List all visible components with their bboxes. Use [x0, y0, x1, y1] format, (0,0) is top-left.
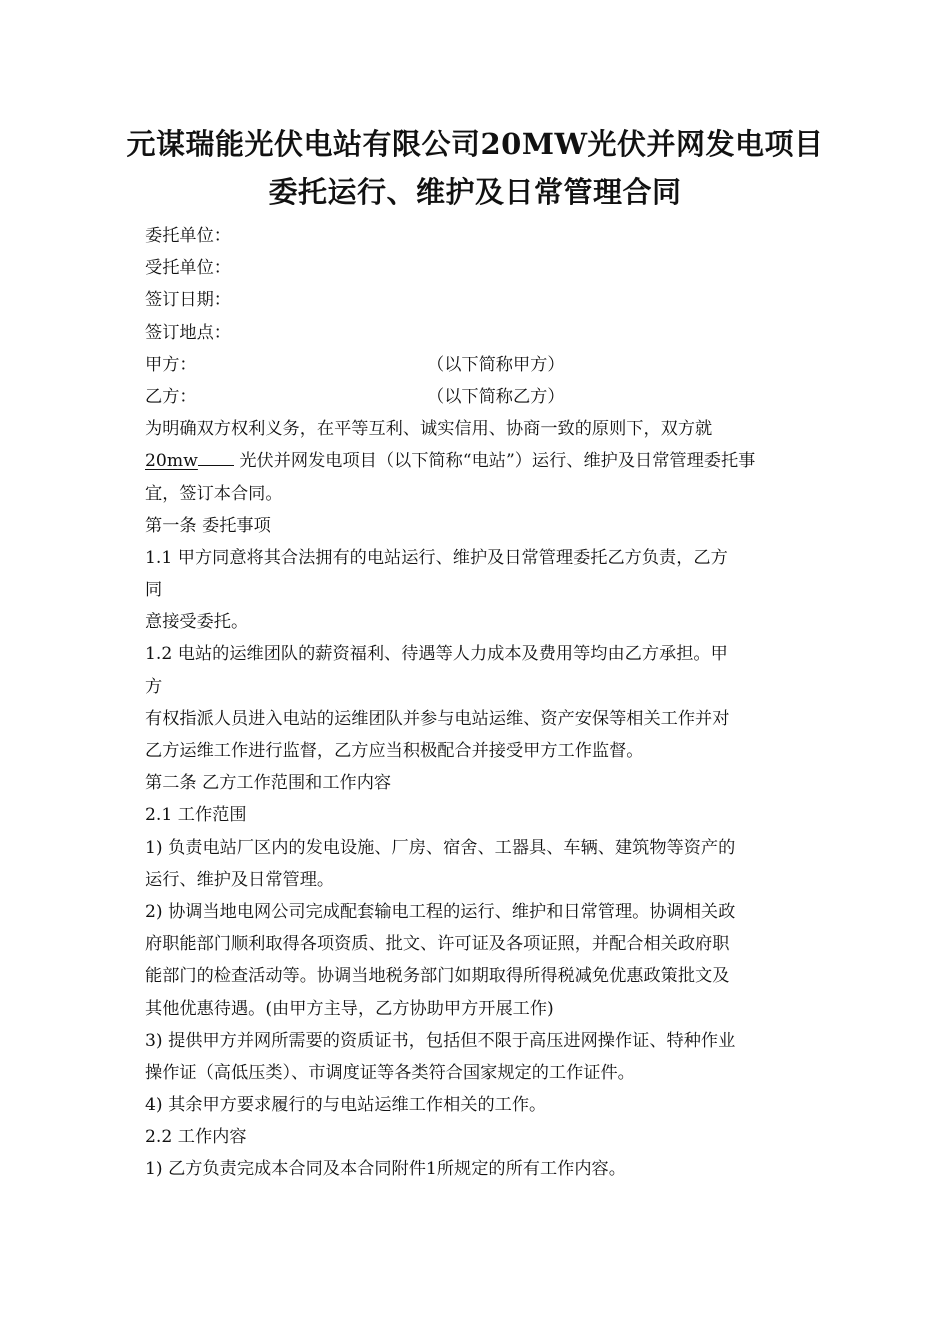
sign-place-field: 签订地点：	[145, 322, 231, 343]
scope-item-2-line-2: 府职能部门顺利取得各项资质、批文、许可证及各项证照，并配合相关政府职	[145, 934, 730, 955]
capacity-value: 20mw	[145, 451, 198, 472]
clause-1-2-line-3: 有权指派人员进入电站的运维团队并参与电站运维、资产安保等相关工作并对	[145, 708, 730, 729]
scope-item-2-line-3: 能部门的检查活动等。协调当地税务部门如期取得所得税减免优惠政策批文及	[145, 966, 730, 987]
section-2-2-heading: 2.2 工作内容	[145, 1127, 247, 1148]
scope-item-1-line-2: 运行、维护及日常管理。	[145, 869, 335, 890]
scope-item-4: 4) 其余甲方要求履行的与电站运维工作相关的工作。	[145, 1095, 547, 1116]
contract-title-line-2: 委托运行、维护及日常管理合同	[268, 175, 682, 209]
scope-item-2-line-4: 其他优惠待遇。(由甲方主导，乙方协助甲方开展工作)	[145, 998, 554, 1019]
party-a-label: 甲方：	[145, 354, 197, 375]
scope-item-3-line-2: 操作证（高低压类）、市调度证等各类符合国家规定的工作证件。	[145, 1062, 635, 1083]
article-2-heading: 第二条 乙方工作范围和工作内容	[145, 773, 392, 794]
preamble-line-1: 为明确双方权利义务，在平等互利、诚实信用、协商一致的原则下，双方就	[145, 419, 713, 440]
contract-title-line-1: 元谋瑞能光伏电站有限公司20MW光伏并网发电项目	[126, 127, 824, 161]
article-1-heading: 第一条 委托事项	[145, 515, 271, 536]
clause-1-2-line-4: 乙方运维工作进行监督，乙方应当积极配合并接受甲方工作监督。	[145, 741, 644, 761]
party-b-row	[145, 381, 810, 413]
section-2-1-heading: 2.1 工作范围	[145, 805, 247, 826]
clause-1-1-line-1: 1.1 甲方同意将其合法拥有的电站运行、维护及日常管理委托乙方负责，乙方	[145, 547, 728, 568]
clause-1-1-line-3: 意接受委托。	[145, 612, 249, 633]
clause-1-2-line-2: 方	[145, 676, 163, 697]
preamble-line-3: 宜，签订本合同。	[145, 483, 283, 504]
party-a-row	[145, 349, 810, 381]
scope-item-1-line-1: 1) 负责电站厂区内的发电设施、厂房、宿舍、工器具、车辆、建筑物等资产的	[145, 837, 736, 858]
party-a-note: （以下简称甲方）	[427, 354, 565, 375]
contract-body	[145, 220, 810, 1186]
party-b-label: 乙方：	[145, 386, 197, 407]
sign-date-field: 签订日期：	[145, 290, 231, 311]
scope-item-3-line-1: 3) 提供甲方并网所需要的资质证书，包括但不限于高压进网操作证、特种作业	[145, 1030, 736, 1051]
contractor-field: 受托单位：	[145, 258, 231, 279]
client-field: 委托单位：	[145, 226, 231, 246]
work-item-1: 1) 乙方负责完成本合同及本合同附件1所规定的所有工作内容。	[145, 1159, 626, 1180]
clause-1-1-line-2: 同	[145, 580, 163, 601]
preamble-line-2	[145, 445, 810, 477]
scope-item-2-line-1: 2) 协调当地电网公司完成配套输电工程的运行、维护和日常管理。协调相关政	[145, 901, 736, 922]
capacity-underline	[198, 464, 234, 466]
clause-1-2-line-1: 1.2 电站的运维团队的薪资福利、待遇等人力成本及费用等均由乙方承担。甲	[145, 644, 728, 665]
party-b-note: （以下简称乙方）	[427, 386, 565, 407]
preamble-line-2-text: 光伏并网发电项目（以下简称“电站”）运行、维护及日常管理委托事	[233, 451, 756, 472]
